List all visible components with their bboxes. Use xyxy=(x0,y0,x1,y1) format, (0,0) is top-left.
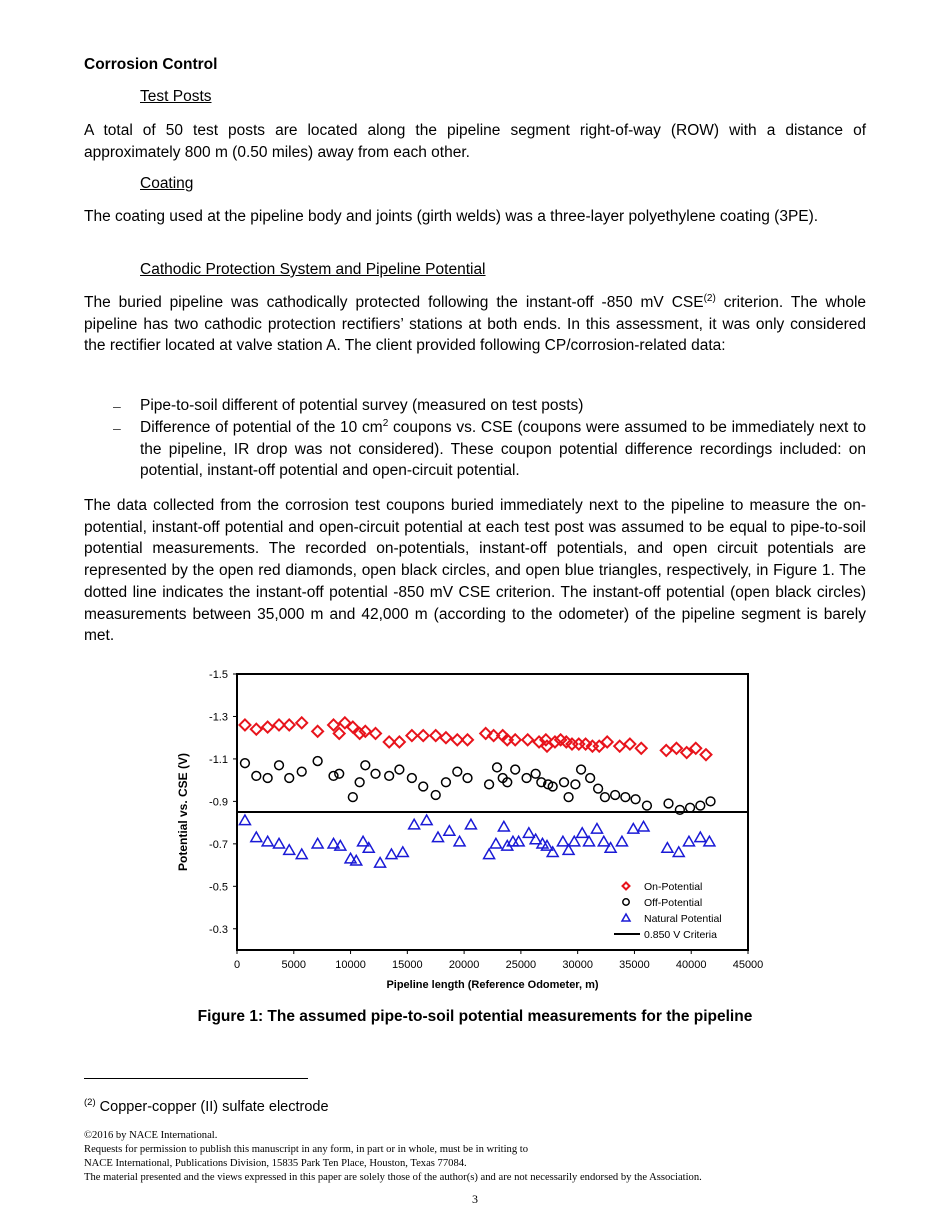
off-potential-point xyxy=(335,769,344,778)
natural-potential-point xyxy=(239,815,250,825)
footnote-text: Copper-copper (II) sulfate electrode xyxy=(95,1099,329,1115)
on-potential-point xyxy=(239,719,250,730)
on-potential-point xyxy=(262,722,273,733)
bullet-marker: – xyxy=(113,398,121,414)
disclaimer-line: The material presented and the views expressed in this paper are solely those of the author(s) and are not necessarily endorsed by the Association. xyxy=(84,1172,702,1183)
natural-potential-point xyxy=(296,849,307,859)
bullet-item xyxy=(140,417,866,482)
off-potential-point xyxy=(313,757,322,766)
off-potential-point xyxy=(297,767,306,776)
off-potential-point xyxy=(371,769,380,778)
natural-potential-point xyxy=(616,836,627,846)
natural-potential-point xyxy=(397,847,408,857)
off-potential-point xyxy=(577,765,586,774)
on-potential-point xyxy=(522,734,533,745)
natural-potential-point xyxy=(523,828,534,838)
paragraph-cathodic-protection xyxy=(84,292,866,357)
off-potential-point xyxy=(263,774,272,783)
on-potential-point xyxy=(624,739,635,750)
potential-scatter-chart xyxy=(170,660,770,995)
off-potential-point xyxy=(522,774,531,783)
footnote xyxy=(84,1099,329,1115)
on-potential-point xyxy=(418,730,429,741)
bullet-item: Pipe-to-soil different of potential survey (measured on test posts) xyxy=(140,397,584,414)
on-potential-point xyxy=(312,726,323,737)
off-potential-point xyxy=(601,793,610,802)
on-potential-point xyxy=(561,736,572,747)
off-potential-point xyxy=(696,801,705,810)
footnote-marker: (2) xyxy=(84,1097,96,1109)
off-potential-point xyxy=(275,761,284,770)
natural-potential-point xyxy=(375,857,386,867)
natural-potential-point xyxy=(312,838,323,848)
x-tick-label: 30000 xyxy=(562,959,593,971)
natural-potential-point xyxy=(251,832,262,842)
y-tick-label: -0.9 xyxy=(209,796,228,809)
natural-potential-point xyxy=(673,847,684,857)
y-axis-label: Potential vs. CSE (V) xyxy=(176,752,190,872)
x-tick-label: 0 xyxy=(233,959,241,971)
natural-potential-point xyxy=(557,836,568,846)
x-tick-label: 5000 xyxy=(281,959,307,971)
legend-off-potential-icon xyxy=(623,899,629,905)
x-tick-label: 45000 xyxy=(732,959,764,971)
off-potential-point xyxy=(431,791,440,800)
off-potential-point xyxy=(611,791,620,800)
on-potential-point xyxy=(296,717,307,728)
natural-potential-point xyxy=(432,832,443,842)
legend-label: Natural Potential xyxy=(644,913,722,925)
off-potential-point xyxy=(571,780,580,789)
natural-potential-point xyxy=(638,821,649,831)
legend-label: Off-Potential xyxy=(644,897,703,909)
y-tick-label: -1.3 xyxy=(209,711,228,724)
natural-potential-point xyxy=(421,815,432,825)
on-potential-point xyxy=(555,734,566,745)
off-potential-point xyxy=(564,793,573,802)
legend-on-potential-icon xyxy=(623,883,630,890)
natural-potential-point xyxy=(284,845,295,855)
on-potential-point xyxy=(251,724,262,735)
figure-caption: Figure 1: The assumed pipe-to-soil potential measurements for the pipeline xyxy=(197,1008,753,1025)
on-potential-point xyxy=(661,745,672,756)
bullet-marker: – xyxy=(113,420,121,436)
natural-potential-point xyxy=(484,849,495,859)
x-tick-label: 15000 xyxy=(392,959,423,971)
off-potential-point xyxy=(442,778,451,787)
off-potential-point xyxy=(485,780,494,789)
off-potential-point xyxy=(453,767,462,776)
legend-natural-potential-icon xyxy=(622,914,630,921)
paragraph-text: The buried pipeline was cathodically protected following the instant-off -850 mV CSE xyxy=(84,294,704,311)
off-potential-point xyxy=(706,797,715,806)
off-potential-point xyxy=(594,784,603,793)
off-potential-point xyxy=(664,799,673,808)
copyright-notice xyxy=(84,1129,702,1185)
y-tick-label: -1.5 xyxy=(209,669,228,681)
subheading-cathodic-protection: Cathodic Protection System and Pipeline Potential xyxy=(140,261,486,278)
superscript: 2 xyxy=(382,417,389,429)
permission-line: Requests for permission to publish this manuscript in any form, in part or in whole, must be in writing to xyxy=(84,1144,529,1155)
off-potential-point xyxy=(348,793,357,802)
natural-potential-point xyxy=(605,843,616,853)
natural-potential-point xyxy=(409,819,420,829)
off-potential-point xyxy=(531,769,540,778)
natural-potential-point xyxy=(363,843,374,853)
on-potential-point xyxy=(614,741,625,752)
off-potential-point xyxy=(329,772,338,781)
on-potential-point xyxy=(370,728,381,739)
off-potential-point xyxy=(355,778,364,787)
paragraph-text: criterion. The whole pipeline has two cathodic protection rectifiers’ stations at both ends. In this assessment, it was only considered the rectifier located at valve station A. The client provided following CP/corrosion-related data: xyxy=(84,294,867,355)
off-potential-point xyxy=(407,774,416,783)
natural-potential-point xyxy=(695,832,706,842)
natural-potential-point xyxy=(465,819,476,829)
natural-potential-point xyxy=(386,849,397,859)
y-tick-label: -0.3 xyxy=(209,923,228,936)
natural-potential-point xyxy=(662,843,673,853)
off-potential-point xyxy=(285,774,294,783)
off-potential-point xyxy=(621,793,630,802)
bullet-text: coupons vs. CSE (coupons were assumed to be immediately next to the pipeline, IR drop was not considered). These coupon potential difference recordings included: on potential, instant-off potential and open-circuit potential. xyxy=(140,419,866,480)
subheading-coating: Coating xyxy=(140,175,194,192)
off-potential-point xyxy=(252,772,261,781)
y-tick-label: -0.7 xyxy=(209,838,228,851)
section-title: Corrosion Control xyxy=(84,56,218,73)
page-number: 3 xyxy=(472,1192,478,1206)
x-tick-label: 25000 xyxy=(505,959,537,971)
natural-potential-point xyxy=(591,823,602,833)
on-potential-point xyxy=(440,732,451,743)
footnote-reference: (2) xyxy=(703,292,716,304)
paragraph-data-collection: The data collected from the corrosion test coupons buried immediately next to the pipeline to measure the on-potential, instant-off potential and open-circuit potential at each test post was assumed to be equal to pipe-to-soil potential measurements. The recorded on-potentials, instant-off potentials, and open circuit potentials are represented by the open red diamonds, open black circles, and open blue triangles, respectively, in Figure 1. The dotted line indicates the instant-off potential -850 mV CSE criterion. The instant-off potential (open black circles) measurements between 35,000 m and 42,000 m (according to the odometer) of the pipeline segment is barely met. xyxy=(84,497,866,645)
off-potential-point xyxy=(395,765,404,774)
natural-potential-point xyxy=(577,828,588,838)
on-potential-point xyxy=(636,743,647,754)
paragraph-test-posts: A total of 50 test posts are located along the pipeline segment right-of-way (ROW) with a distance of approximately 800 m (0.50 miles) away from each other. xyxy=(84,122,866,161)
natural-potential-point xyxy=(683,836,694,846)
y-tick-label: -1.1 xyxy=(209,753,228,766)
x-axis-label: Pipeline length (Reference Odometer, m) xyxy=(386,979,599,991)
off-potential-point xyxy=(643,801,652,810)
natural-potential-point xyxy=(262,836,273,846)
on-potential-point xyxy=(406,730,417,741)
paragraph-coating: The coating used at the pipeline body and joints (girth welds) was a three-layer polyethylene coating (3PE). xyxy=(84,208,819,225)
legend-label: 0.850 V Criteria xyxy=(644,929,717,941)
y-tick-label: -0.5 xyxy=(209,881,228,894)
off-potential-point xyxy=(385,772,394,781)
x-tick-label: 10000 xyxy=(335,959,366,971)
subheading-test-posts: Test Posts xyxy=(140,88,212,105)
natural-potential-point xyxy=(444,826,455,836)
x-tick-label: 20000 xyxy=(448,959,480,971)
x-tick-label: 40000 xyxy=(675,959,707,971)
off-potential-point xyxy=(361,761,370,770)
natural-potential-point xyxy=(274,838,285,848)
address-line: NACE International, Publications Division, 15835 Park Ten Place, Houston, Texas 77084. xyxy=(84,1158,467,1169)
off-potential-point xyxy=(631,795,640,804)
off-potential-point xyxy=(463,774,472,783)
natural-potential-point xyxy=(598,836,609,846)
legend-label: On-Potential xyxy=(644,881,703,893)
on-potential-point xyxy=(360,726,371,737)
bullet-text: Difference of potential of the 10 cm xyxy=(140,419,383,436)
copyright-line: ©2016 by NACE International. xyxy=(84,1130,218,1141)
off-potential-point xyxy=(493,763,502,772)
off-potential-point xyxy=(560,778,569,787)
natural-potential-point xyxy=(507,836,518,846)
off-potential-point xyxy=(419,782,428,791)
off-potential-point xyxy=(241,759,250,768)
footnote-divider xyxy=(84,1078,308,1079)
off-potential-point xyxy=(586,774,595,783)
off-potential-point xyxy=(686,803,695,812)
on-potential-point xyxy=(700,749,711,760)
natural-potential-point xyxy=(490,838,501,848)
natural-potential-point xyxy=(454,836,465,846)
off-potential-point xyxy=(511,765,520,774)
on-potential-point xyxy=(430,730,441,741)
natural-potential-point xyxy=(335,840,346,850)
x-tick-label: 35000 xyxy=(619,959,650,971)
natural-potential-point xyxy=(498,821,509,831)
